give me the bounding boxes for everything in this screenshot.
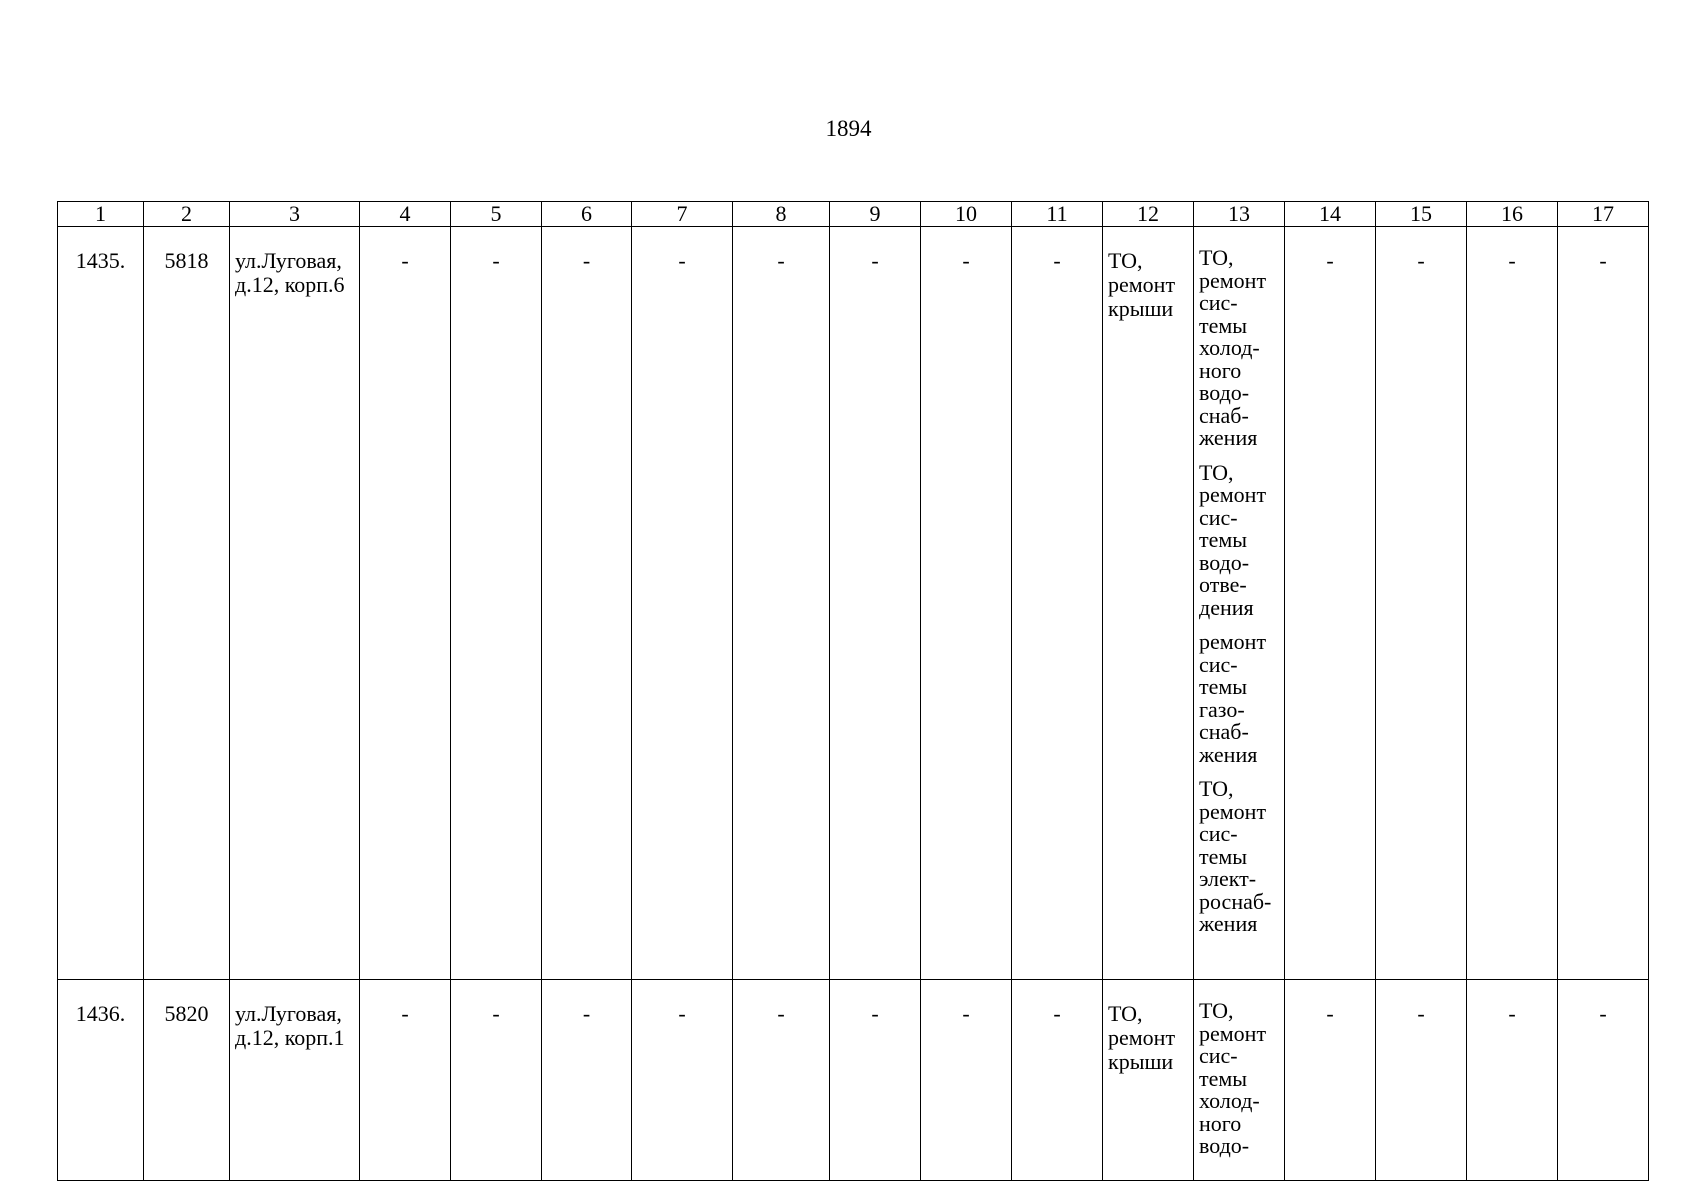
empty-cell: - [733, 227, 830, 980]
empty-cell: - [830, 227, 921, 980]
address-building: д.12, корп.6 [235, 272, 345, 297]
column-header: 7 [632, 202, 733, 227]
column-header: 14 [1285, 202, 1376, 227]
address-street: ул.Луговая, [235, 248, 342, 273]
empty-cell: - [632, 980, 733, 1181]
electric-work: ТО, ремонт сис- темы элект- роснаб- жения [1199, 776, 1272, 936]
systems-work-cell [1194, 227, 1285, 980]
column-header: 3 [230, 202, 360, 227]
row-index: 1436. [58, 980, 144, 1181]
empty-cell: - [1558, 227, 1649, 980]
empty-cell: - [1467, 227, 1558, 980]
column-header: 17 [1558, 202, 1649, 227]
column-header: 15 [1376, 202, 1467, 227]
empty-cell: - [830, 980, 921, 1181]
address-building: д.12, корп.1 [235, 1025, 345, 1050]
cold-water-work: ТО, ремонт сис- темы холод- ного водо- снаб- жения [1199, 245, 1267, 450]
column-header: 6 [542, 202, 632, 227]
gas-work: ремонт сис- темы газо- снаб- жения [1199, 629, 1267, 767]
empty-cell: - [360, 980, 451, 1181]
row-address [230, 227, 360, 980]
table-row [58, 227, 1649, 980]
empty-cell: - [1012, 980, 1103, 1181]
column-header: 2 [144, 202, 230, 227]
empty-cell: - [733, 980, 830, 1181]
row-code: 5820 [144, 980, 230, 1181]
systems-work-cell [1194, 980, 1285, 1181]
column-header: 1 [58, 202, 144, 227]
empty-cell: - [1467, 980, 1558, 1181]
empty-cell: - [632, 227, 733, 980]
empty-cell: - [542, 227, 632, 980]
empty-cell: - [451, 980, 542, 1181]
empty-cell: - [921, 227, 1012, 980]
cold-water-work: ТО, ремонт сис- темы холод- ного водо- [1199, 998, 1267, 1158]
roof-work-cell: ТО, ремонт крыши [1103, 980, 1194, 1181]
header-row [58, 202, 1649, 227]
column-header: 4 [360, 202, 451, 227]
row-code: 5818 [144, 227, 230, 980]
row-address [230, 980, 360, 1181]
page-number: 1894 [825, 116, 872, 141]
column-header: 16 [1467, 202, 1558, 227]
row-index: 1435. [58, 227, 144, 980]
empty-cell: - [542, 980, 632, 1181]
empty-cell: - [1012, 227, 1103, 980]
column-header: 12 [1103, 202, 1194, 227]
column-header: 8 [733, 202, 830, 227]
empty-cell: - [921, 980, 1012, 1181]
roof-work-cell: ТО, ремонт крыши [1103, 227, 1194, 980]
column-header: 10 [921, 202, 1012, 227]
empty-cell: - [1376, 227, 1467, 980]
drainage-work: ТО, ремонт сис- темы водо- отве- дения [1199, 459, 1267, 620]
empty-cell: - [1285, 980, 1376, 1181]
empty-cell: - [1285, 227, 1376, 980]
empty-cell: - [1558, 980, 1649, 1181]
empty-cell: - [451, 227, 542, 980]
address-street: ул.Луговая, [235, 1001, 342, 1026]
column-header: 9 [830, 202, 921, 227]
column-header: 11 [1012, 202, 1103, 227]
column-header: 13 [1194, 202, 1285, 227]
empty-cell: - [360, 227, 451, 980]
table-row [58, 980, 1649, 1181]
empty-cell: - [1376, 980, 1467, 1181]
data-table [57, 201, 1649, 1181]
column-header: 5 [451, 202, 542, 227]
